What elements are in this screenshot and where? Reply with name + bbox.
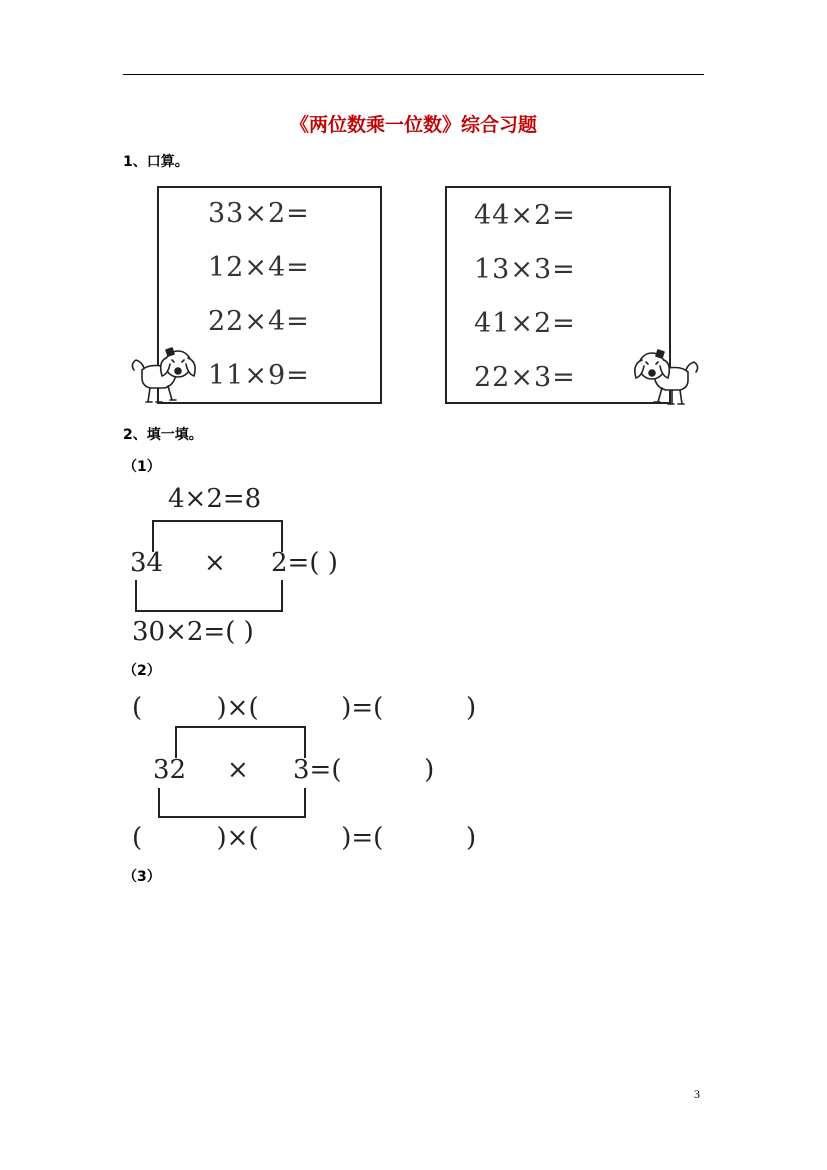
part-1-left-number: 34 <box>130 548 164 578</box>
oral-calc-item: 11×9= <box>208 360 310 391</box>
part-2-right-expression: 3=( ) <box>293 755 435 785</box>
page-number: 3 <box>694 1087 700 1101</box>
part-2-top-row: ( )×( )=( ) <box>132 693 477 723</box>
part-2-bottom-row: ( )×( )=( ) <box>132 823 477 853</box>
oral-calc-item: 22×3= <box>474 362 576 393</box>
oral-calc-item: 44×2= <box>474 200 576 231</box>
bracket-bottom <box>158 788 306 818</box>
dog-illustration-left <box>128 340 208 410</box>
dog-illustration-right <box>622 342 702 412</box>
oral-calc-item: 12×4= <box>208 252 310 283</box>
oral-calc-item: 41×2= <box>474 308 576 339</box>
times-sign: × <box>204 548 226 578</box>
worksheet-title: 《两位数乘一位数》综合习题 <box>289 114 537 136</box>
part-1-label: （1） <box>123 459 161 475</box>
times-sign: × <box>227 755 249 785</box>
oral-calc-item: 33×2= <box>208 198 310 229</box>
header-rule <box>123 74 704 75</box>
oral-calc-item: 22×4= <box>208 306 310 337</box>
question-1-label: 1、口算。 <box>123 154 189 170</box>
part-1-top-equation: 4×2=8 <box>168 484 262 514</box>
bracket-bottom <box>135 580 283 612</box>
part-2-label: （2） <box>123 663 161 679</box>
part-3-label: （3） <box>123 869 161 885</box>
part-1-bottom-equation: 30×2=( ) <box>132 617 254 647</box>
bracket-top <box>175 726 306 758</box>
question-2-label: 2、填一填。 <box>123 427 203 443</box>
oral-calc-item: 13×3= <box>474 254 576 285</box>
part-1-right-expression: 2=( ) <box>271 548 338 578</box>
part-2-left-number: 32 <box>153 755 187 785</box>
